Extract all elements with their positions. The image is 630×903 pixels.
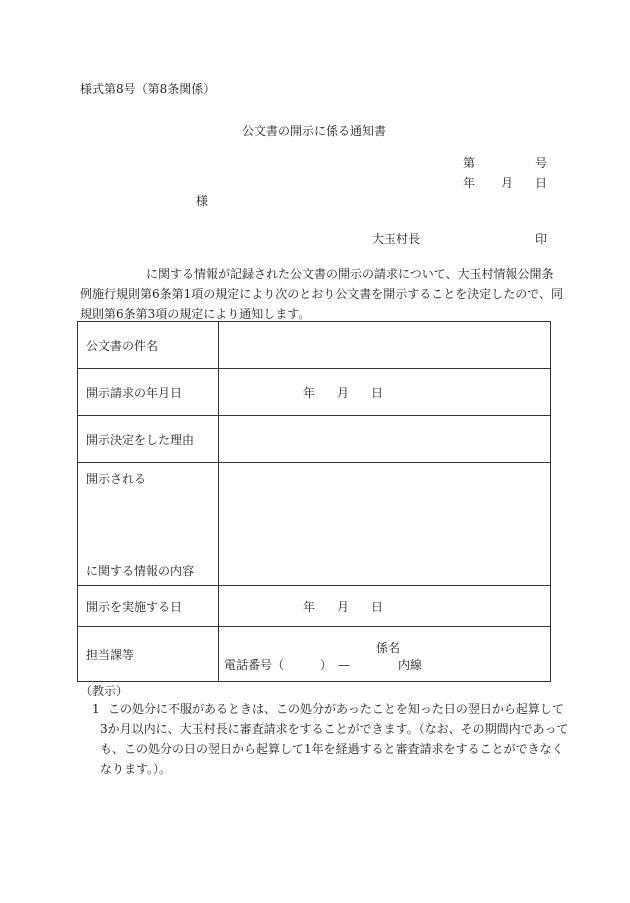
date-tsuki: 月 bbox=[501, 176, 514, 190]
value-document-name bbox=[219, 322, 551, 369]
document-title: 公文書の開示に係る通知書 bbox=[242, 124, 387, 138]
label-disclosed-bottom: に関する情報の内容 bbox=[86, 564, 195, 578]
label-disclosed-top: 開示される bbox=[86, 472, 147, 486]
row-staff bbox=[78, 627, 551, 682]
value-staff bbox=[219, 627, 551, 682]
row-disclosed-content bbox=[78, 463, 551, 586]
impl-date-tsuki: 月 bbox=[337, 599, 350, 614]
ref-dai: 第 bbox=[463, 156, 476, 170]
request-date-nen: 年 bbox=[303, 385, 316, 400]
body-line-1: に関する情報が記録された公文書の開示の請求について、大玉村情報公開条 bbox=[146, 267, 554, 281]
row-request-date bbox=[78, 369, 551, 416]
notification-table bbox=[77, 321, 551, 682]
notice-heading: （教示） bbox=[80, 684, 129, 698]
value-disclosed-content bbox=[219, 463, 551, 586]
row-implementation-date bbox=[78, 586, 551, 627]
addressee-sama: 様 bbox=[196, 194, 209, 208]
label-staff: 担当課等 bbox=[78, 627, 219, 682]
notice-line-3: も、この処分の日の翌日から起算して1年を経過すると審査請求をすることができなく bbox=[100, 742, 564, 756]
request-date-tsuki: 月 bbox=[337, 385, 350, 400]
kakari-label: 係名 bbox=[376, 641, 401, 655]
sender-name: 大玉村長 bbox=[372, 232, 421, 246]
form-number: 様式第8号（第8条関係） bbox=[80, 82, 216, 96]
impl-date-hi: 日 bbox=[371, 599, 384, 614]
notice-line-2: 3か月以内に、大玉村長に審査請求をすることができます。（なお、その期間内であって bbox=[100, 722, 569, 736]
row-document-name bbox=[78, 322, 551, 369]
label-implementation-date: 開示を実施する日 bbox=[78, 586, 219, 627]
seal-mark: 印 bbox=[535, 232, 548, 246]
row-reason bbox=[78, 416, 551, 463]
label-reason: 開示決定をした理由 bbox=[78, 416, 219, 463]
ref-go: 号 bbox=[535, 156, 548, 170]
label-request-date: 開示請求の年月日 bbox=[78, 369, 219, 416]
phone-label: 電話番号（ ） — 内線 bbox=[224, 658, 423, 672]
value-request-date bbox=[219, 369, 551, 416]
label-disclosed-content bbox=[78, 463, 219, 586]
body-line-2: 例施行規則第6条第1項の規定により次のとおり公文書を開示することを決定したので、同 bbox=[80, 287, 564, 301]
value-implementation-date bbox=[219, 586, 551, 627]
date-nen: 年 bbox=[463, 176, 476, 190]
value-reason bbox=[219, 416, 551, 463]
body-line-3: 規則第6条第3項の規定により通知します。 bbox=[80, 307, 311, 321]
notice-line-4: なります。）。 bbox=[100, 762, 172, 776]
notice-item-number: 1 bbox=[92, 702, 100, 716]
impl-date-nen: 年 bbox=[303, 599, 316, 614]
label-document-name: 公文書の件名 bbox=[78, 322, 219, 369]
notice-item-1 bbox=[92, 699, 569, 779]
notice-line-1: この処分に不服があるときは、この処分があったことを知った日の翌日から起算して bbox=[108, 702, 564, 716]
notice-item-text bbox=[100, 699, 569, 779]
date-hi: 日 bbox=[535, 176, 548, 190]
request-date-hi: 日 bbox=[371, 385, 384, 400]
